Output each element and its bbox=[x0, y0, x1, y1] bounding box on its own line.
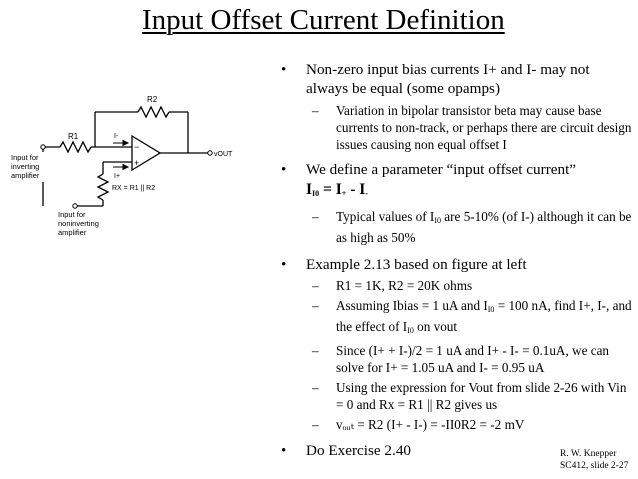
bullet-3-sub-5: – vₒᵤₜ = R2 (I+ - I-) = -II0R2 = -2 mV bbox=[312, 417, 525, 432]
bullet-1: • Non-zero input bias currents I+ and I- may not always be equal (some opamps) bbox=[281, 61, 590, 97]
label-vout: vOUT bbox=[214, 151, 233, 158]
resistor-r1 bbox=[60, 142, 91, 152]
bullet-4: • Do Exercise 2.40 bbox=[281, 442, 412, 459]
footer-author: R. W. Knepper bbox=[560, 449, 617, 459]
circuit-diagram bbox=[0, 90, 270, 250]
bullet-dot: • bbox=[281, 61, 287, 78]
offset-current-equation: $I_{I0} = I_+ - I_-$ bbox=[306, 181, 368, 198]
label-minus-input: − bbox=[134, 142, 140, 152]
bullet-2: • We define a parameter “input offset current” bbox=[281, 161, 577, 178]
bullet-1-sub-1: – Variation in bipolar transistor beta may cause base currents to non-track, or perhaps there are circuit design issues causing non equal offset I bbox=[312, 103, 632, 152]
label-input-noninv-1: Input for bbox=[58, 210, 86, 219]
bullet-2-sub-1: – Typical values of $I_{I0}$ are 5-10% (of I-) although it can be as high as 50% bbox=[312, 209, 632, 245]
bullet-3-sub-1: – R1 = 1K, R2 = 20K ohms bbox=[312, 278, 473, 293]
bullet-list bbox=[281, 60, 633, 460]
slide-title: Input Offset Current Definition bbox=[142, 4, 505, 36]
bullet-3-sub-4: – Using the expression for Vout from slide 2-26 with Vin = 0 and Rx = R1 || R2 gives us bbox=[312, 380, 627, 412]
label-rx: RX = R1 || R2 bbox=[112, 185, 156, 192]
label-i-plus: I+ bbox=[114, 173, 121, 180]
label-r2: R2 bbox=[147, 95, 158, 104]
bullet-3: • Example 2.13 based on figure at left bbox=[281, 256, 527, 273]
slide-footer bbox=[560, 448, 628, 472]
label-input-noninv-3: amplifier bbox=[58, 228, 87, 237]
resistor-r2 bbox=[138, 107, 169, 117]
footer-slide-number: SC412, slide 2-27 bbox=[560, 461, 629, 471]
bullet-3-sub-3: – Since (I+ + I-)/2 = 1 uA and I+ - I- = 0.1uA, we can solve for I+ = 1.05 uA and I- = 0.95 uA bbox=[312, 343, 610, 375]
terminal-noninv bbox=[73, 204, 77, 208]
label-input-inv-1: Input for bbox=[11, 153, 39, 162]
label-input-inv-3: amplifier bbox=[11, 171, 40, 180]
label-input-noninv-2: noninverting bbox=[58, 219, 99, 228]
label-plus-input: + bbox=[134, 158, 140, 168]
label-i-minus: I- bbox=[114, 133, 119, 140]
label-r1: R1 bbox=[68, 132, 79, 141]
label-input-inv-2: inverting bbox=[11, 162, 40, 171]
terminal-vout bbox=[208, 151, 212, 155]
bullet-3-sub-2: – Assuming Ibias = 1 uA and $I_{I0} = 100$ nA, find I+, I-, and the effect of $I_{I0}$ on vout bbox=[312, 298, 632, 335]
resistor-rx bbox=[98, 174, 108, 200]
terminal-inv bbox=[41, 145, 45, 149]
